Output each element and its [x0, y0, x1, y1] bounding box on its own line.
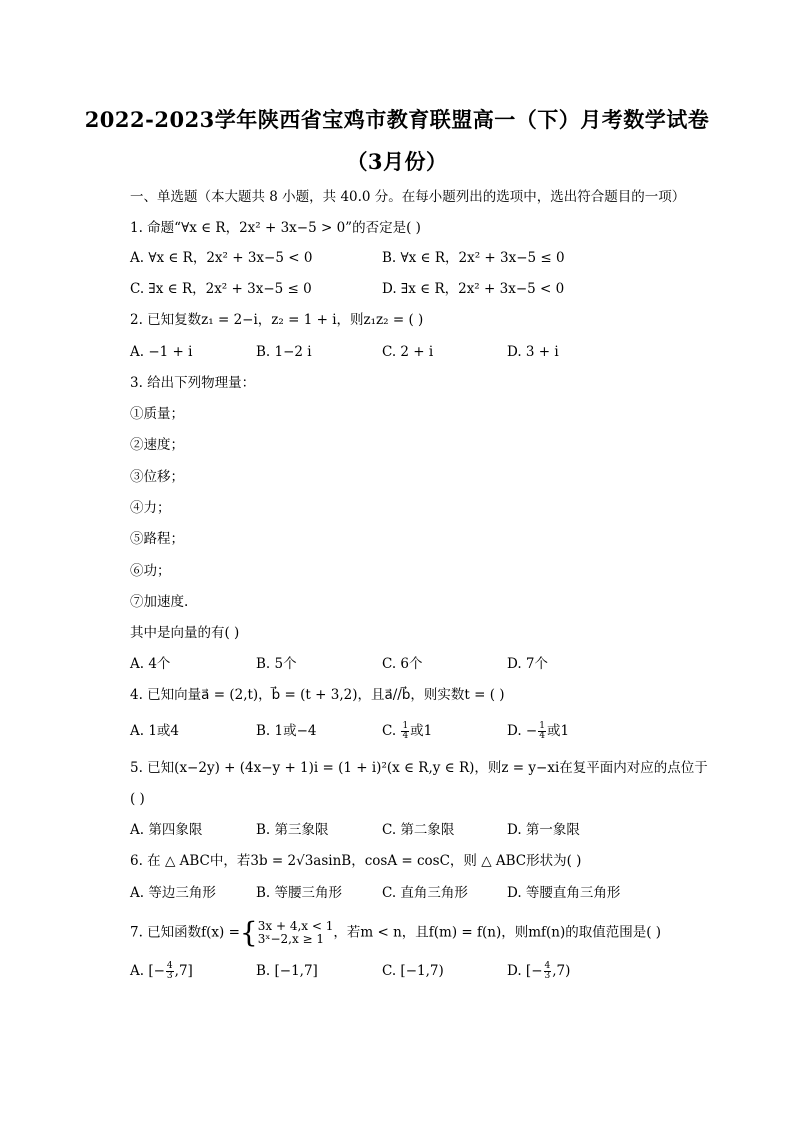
fraction-denominator: 4: [402, 731, 409, 741]
q7-piece-bottom: 3ˣ−2,x ≥ 1: [257, 932, 325, 946]
q7-option-a-fraction: [166, 962, 174, 981]
q1-option-c: C. ∃x ∈ R，2x² + 3x−5 ≤ 0: [130, 281, 312, 297]
question-7-stem: [130, 916, 662, 949]
q7-option-a-label: A. [−: [130, 963, 165, 979]
q6-option-d: D. 等腰直角三角形: [507, 885, 621, 901]
q4-option-c: [382, 722, 432, 741]
question-6-stem: 6. 在 △ ABC中，若3b = 2√3asinB，cosA = cosC，则 △ ABC形状为( ): [130, 853, 582, 869]
fraction-denominator: 3: [166, 971, 173, 981]
exam-title: 2022-2023学年陕西省宝鸡市教育联盟高一（下）月考数学试卷: [84, 107, 710, 132]
q7-option-b: B. [−1,7]: [256, 963, 318, 979]
q7-stem-post: ，若m < n，且f(m) = f(n)，则mf(n)的取值范围是( ): [333, 924, 662, 941]
fraction-denominator: 4: [539, 731, 545, 741]
question-1-stem: 1. 命题“∀x ∈ R，2x² + 3x−5 > 0”的否定是( ): [130, 220, 421, 236]
q3-option-d: D. 7个: [507, 656, 549, 672]
q7-option-d-fraction: [544, 962, 552, 981]
q7-option-a-tail: ,7]: [174, 963, 193, 979]
q2-option-b: B. 1−2 i: [256, 344, 312, 360]
q4-option-c-fraction: [401, 722, 409, 741]
q3-item-3: ③位移；: [130, 469, 184, 485]
left-brace-icon: {: [239, 916, 258, 949]
q4-option-c-tail: 或1: [410, 723, 433, 739]
q5-option-d: D. 第一象限: [507, 822, 580, 838]
fraction-numerator: 1: [539, 721, 545, 731]
q3-option-a: A. 4个: [130, 656, 171, 672]
q3-tail: 其中是向量的有( ): [130, 625, 240, 641]
q7-option-c: C. [−1,7): [382, 963, 444, 979]
q3-item-4: ④力；: [130, 500, 171, 516]
q2-option-a: A. −1 + i: [130, 344, 193, 360]
q4-option-c-label: C.: [382, 723, 397, 739]
q3-item-6: ⑥功；: [130, 563, 171, 579]
q3-option-c: C. 6个: [382, 656, 423, 672]
q4-option-d-fraction: [538, 722, 546, 741]
q7-piece-top: 3x + 4,x < 1: [257, 919, 334, 933]
q7-stem-pre: 7. 已知函数f(x) =: [130, 924, 240, 941]
q3-item-2: ②速度；: [130, 437, 184, 453]
exam-title-month: （3月份）: [346, 149, 448, 174]
q7-option-a: [130, 962, 193, 981]
q7-option-d: [507, 962, 570, 981]
section-heading: 一、单选题（本大题共 8 小题，共 40.0 分。在每小题列出的选项中，选出符合题目的一项）: [130, 189, 686, 205]
question-2-stem: 2. 已知复数z₁ = 2−i，z₂ = 1 + i，则z₁z₂ = ( ): [130, 312, 424, 328]
q7-option-d-tail: ,7): [552, 963, 571, 979]
fraction-numerator: 4: [544, 961, 551, 971]
fraction-numerator: 4: [166, 961, 173, 971]
q6-option-a: A. 等边三角形: [130, 885, 216, 901]
q3-item-7: ⑦加速度.: [130, 594, 189, 610]
q1-option-d: D. ∃x ∈ R，2x² + 3x−5 < 0: [382, 281, 565, 297]
q6-option-c: C. 直角三角形: [382, 885, 468, 901]
fraction-numerator: 1: [402, 721, 409, 731]
q2-option-d: D. 3 + i: [507, 344, 559, 360]
q3-item-1: ①质量；: [130, 406, 184, 422]
q4-option-d-label: D. −: [507, 723, 538, 739]
question-4-stem: 4. 已知向量a⃗ = (2,t)，b⃗ = (t + 3,2)，且a⃗//b⃗，则实数t = ( ): [130, 687, 505, 703]
q4-option-d: [507, 722, 569, 741]
q4-option-d-tail: 或1: [546, 723, 570, 739]
question-5-stem-cont: ( ): [130, 791, 145, 807]
q3-option-b: B. 5个: [256, 656, 297, 672]
q5-option-a: A. 第四象限: [130, 822, 203, 838]
q1-option-a: A. ∀x ∈ R，2x² + 3x−5 < 0: [130, 250, 313, 266]
q5-option-b: B. 第三象限: [256, 822, 329, 838]
q4-option-a: A. 1或4: [130, 723, 180, 739]
q7-option-d-label: D. [−: [507, 963, 543, 979]
q4-option-b: B. 1或−4: [256, 723, 317, 739]
fraction-denominator: 3: [544, 971, 551, 981]
question-5-stem: 5. 已知(x−2y) + (4x−y + 1)i = (1 + i)²(x ∈ R,y ∈ R)，则z = y−xi在复平面内对应的点位于: [130, 760, 708, 776]
q6-option-b: B. 等腰三角形: [256, 885, 343, 901]
q5-option-c: C. 第二象限: [382, 822, 455, 838]
q3-item-5: ⑤路程；: [130, 531, 184, 547]
q1-option-b: B. ∀x ∈ R，2x² + 3x−5 ≤ 0: [382, 250, 565, 266]
question-3-stem: 3. 给出下列物理量：: [130, 375, 256, 391]
q2-option-c: C. 2 + i: [382, 344, 434, 360]
q7-piecewise: [258, 920, 334, 946]
